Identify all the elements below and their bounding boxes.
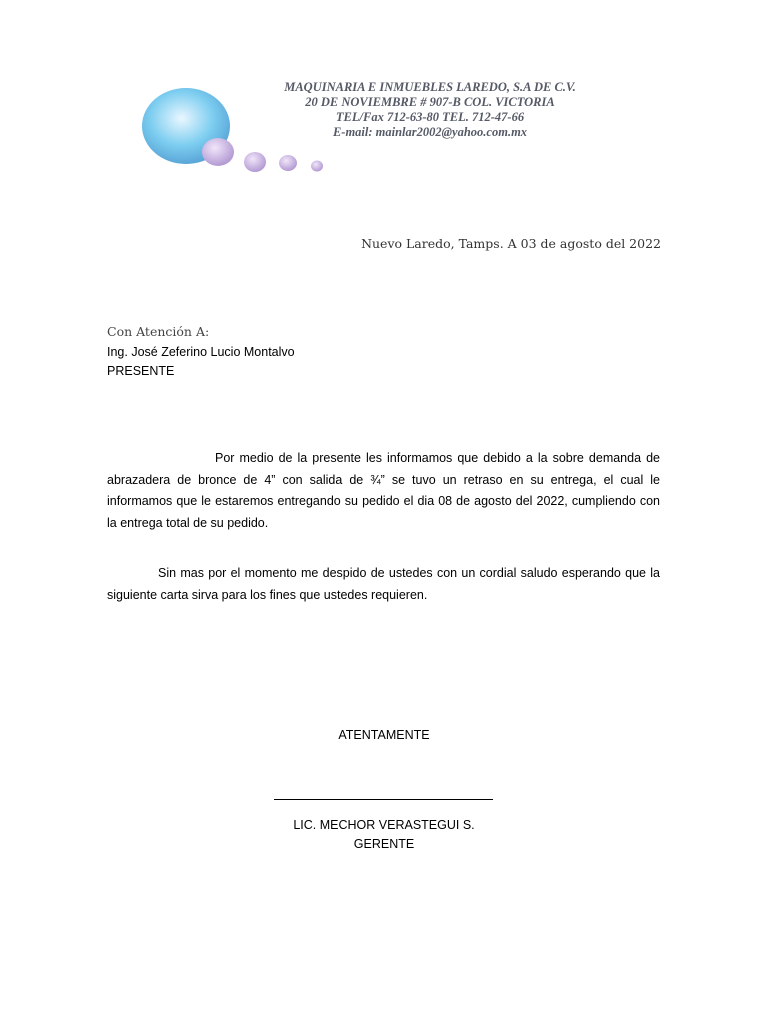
attention-line: Con Atención A: [107, 324, 210, 339]
company-address: 20 DE NOVIEMBRE # 907-B COL. VICTORIA [305, 95, 555, 109]
recipient-present: PRESENTE [107, 364, 175, 378]
body-paragraph-1: Por medio de la presente les informamos que debido a la sobre demanda de abrazadera de bronce de 4” con salida de ¾” se tuvo un retraso en su entrega, el cual le informamos que le estaremos entregando su pedido el dia 08 de agosto del 2022, cumpliendo con la entrega total de su pedido. [107, 451, 660, 530]
body-paragraph-2: Sin mas por el momento me despido de ustedes con un cordial saludo esperando que la siguiente carta sirva para los fines que ustedes requieren. [107, 566, 660, 602]
recipient-name: Ing. José Zeferino Lucio Montalvo [107, 345, 295, 359]
closing-line: ATENTAMENTE [338, 728, 430, 742]
signer-name: LIC. MECHOR VERASTEGUI S. [293, 818, 475, 832]
company-phones: TEL/Fax 712-63-80 TEL. 712-47-66 [335, 110, 525, 124]
letter-date: Nuevo Laredo, Tamps. A 03 de agosto del 2022 [361, 236, 661, 251]
signature-line [274, 799, 493, 800]
company-email: E-mail: mainlar2002@yahoo.com.mx [332, 125, 528, 139]
recipient-block [107, 343, 295, 381]
company-name: MAQUINARIA E INMUEBLES LAREDO, S.A DE C.V. [284, 80, 576, 94]
letterhead [230, 80, 630, 140]
signer-block [0, 816, 768, 854]
signer-title: GERENTE [353, 837, 415, 851]
